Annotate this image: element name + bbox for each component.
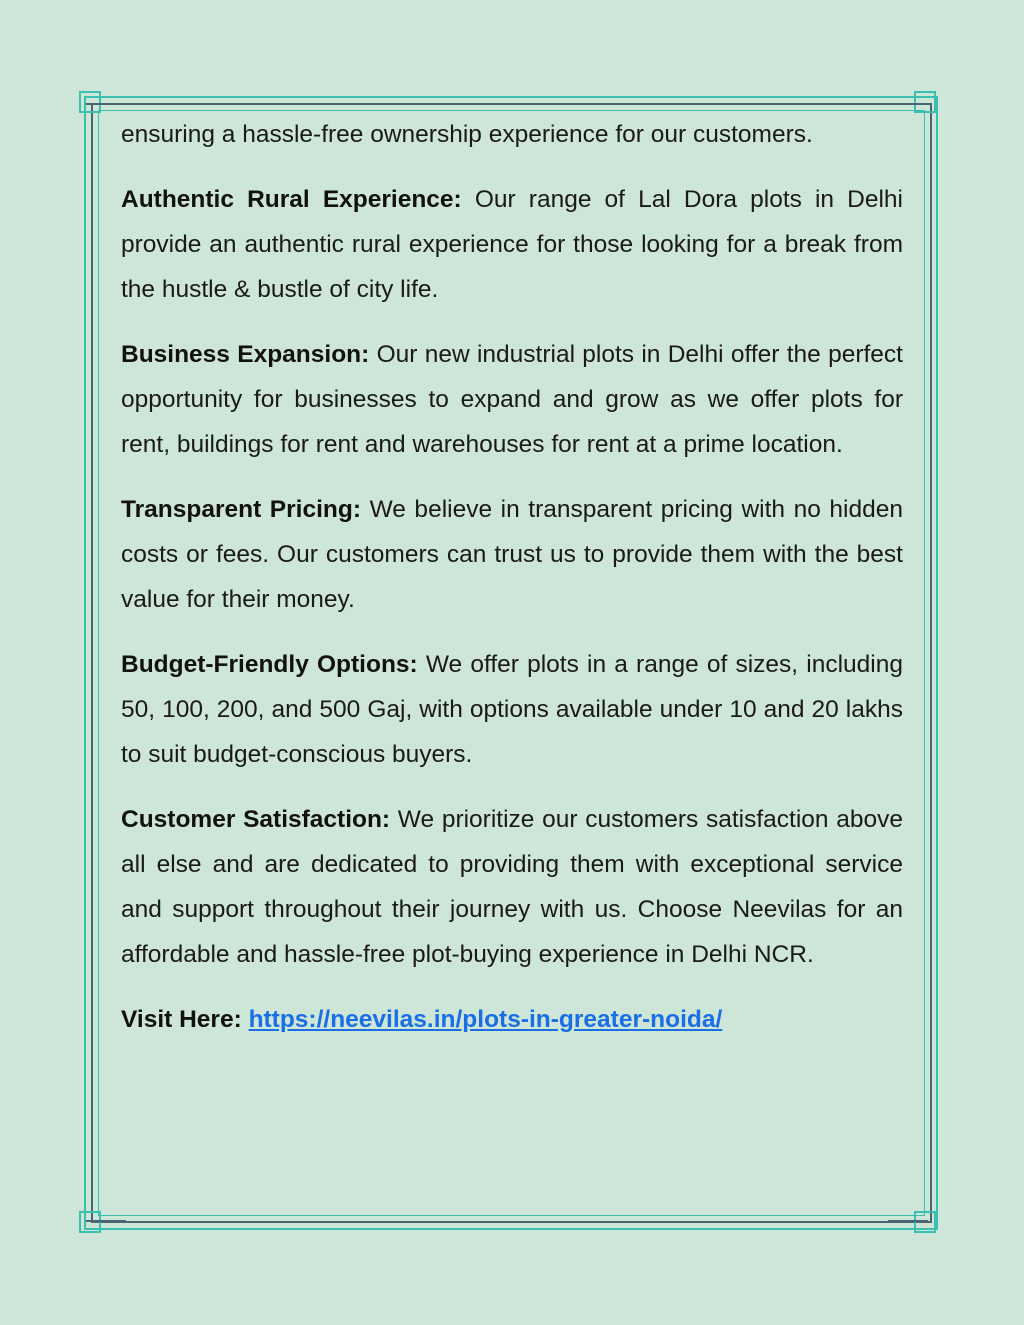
paragraph-heading: Transparent Pricing: xyxy=(121,496,362,523)
corner-ornament-bottom-left xyxy=(79,1211,101,1233)
corner-tick-top-left xyxy=(86,103,126,105)
corner-ornament-top-right xyxy=(914,91,936,113)
paragraph-text: We offer plots in a range of sizes, including 50, 100, 200, and 500 Gaj, with options available under 10 and 20 lakhs to suit budget-conscious buyers. xyxy=(121,651,903,768)
visit-label: Visit Here: xyxy=(121,1006,242,1033)
paragraph-text: Our range of Lal Dora plots in Delhi provide an authentic rural experience for those looking for a break from the hustle & bustle of city life. xyxy=(121,186,903,303)
corner-tick-bottom-right xyxy=(888,1220,928,1222)
website-link[interactable]: https://neevilas.in/plots-in-greater-noida/ xyxy=(248,1006,723,1033)
paragraph-transparent-pricing xyxy=(121,487,903,622)
paragraph-budget-friendly xyxy=(121,642,903,777)
paragraph-text: Our new industrial plots in Delhi offer the perfect opportunity for businesses to expand and grow as we offer plots for rent, buildings for rent and warehouses for rent at a prime location. xyxy=(121,341,903,458)
corner-ornament-bottom-right xyxy=(914,1211,936,1233)
paragraph-heading: Business Expansion: xyxy=(121,341,370,368)
paragraph-authentic-rural xyxy=(121,177,903,312)
corner-tick-bottom-left xyxy=(86,1220,126,1222)
corner-ornament-top-left xyxy=(79,91,101,113)
visit-line xyxy=(121,997,903,1042)
paragraph-text: We believe in transparent pricing with no hidden costs or fees. Our customers can trust us to provide them with the best value for their money. xyxy=(121,496,903,613)
intro-paragraph: ensuring a hassle-free ownership experience for our customers. xyxy=(121,121,813,148)
paragraph-business-expansion xyxy=(121,332,903,467)
paragraph-text: We prioritize our customers satisfaction above all else and are dedicated to providing them with exceptional service and support throughout their journey with us. Choose Neevilas for an affordable and hassle-free plot-buying experience in Delhi NCR. xyxy=(121,806,903,968)
paragraph-customer-satisfaction xyxy=(121,797,903,977)
corner-tick-top-right xyxy=(888,103,928,105)
document-body xyxy=(121,112,903,1062)
paragraph-heading: Budget-Friendly Options: xyxy=(121,651,418,678)
paragraph-heading: Authentic Rural Experience: xyxy=(121,186,462,213)
paragraph-heading: Customer Satisfaction: xyxy=(121,806,391,833)
